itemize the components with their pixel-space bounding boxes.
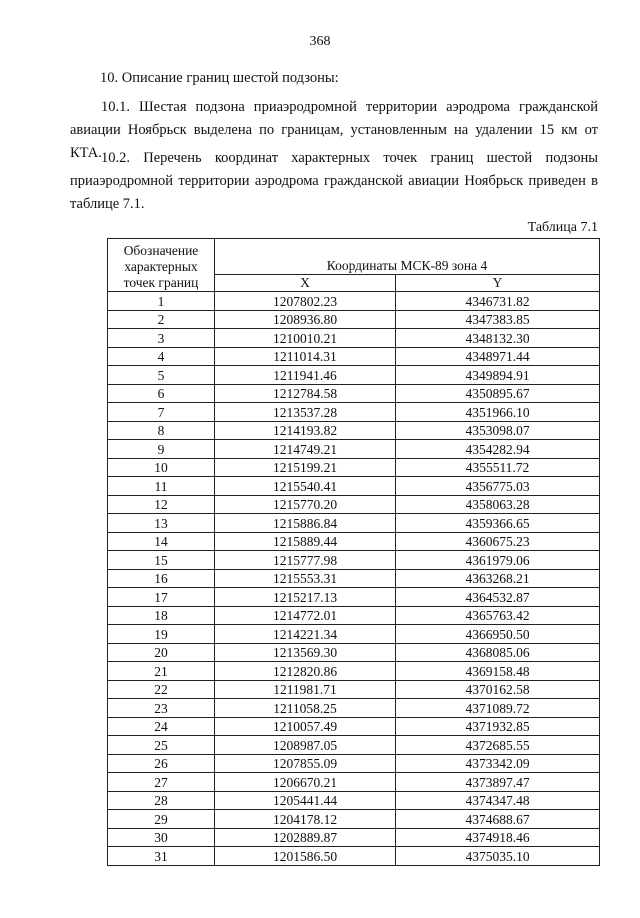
- table-row: [108, 680, 600, 699]
- table-row: [108, 310, 600, 329]
- table-row: [108, 421, 600, 440]
- table-row: [108, 495, 600, 514]
- point-number-cell: 4: [108, 347, 215, 366]
- x-coordinate-cell: 1215540.41: [215, 477, 396, 496]
- point-number-cell: 13: [108, 514, 215, 533]
- point-number-cell: 22: [108, 680, 215, 699]
- y-coordinate-cell: 4348132.30: [396, 329, 600, 348]
- table-row: [108, 292, 600, 311]
- x-coordinate-cell: 1211981.71: [215, 680, 396, 699]
- x-coordinate-cell: 1215777.98: [215, 551, 396, 570]
- x-coordinate-cell: 1210010.21: [215, 329, 396, 348]
- point-number-cell: 15: [108, 551, 215, 570]
- point-number-cell: 30: [108, 828, 215, 847]
- y-coordinate-cell: 4363268.21: [396, 569, 600, 588]
- x-coordinate-cell: 1210057.49: [215, 717, 396, 736]
- table-row: [108, 384, 600, 403]
- y-coordinate-cell: 4360675.23: [396, 532, 600, 551]
- y-coordinate-cell: 4375035.10: [396, 847, 600, 866]
- header-point-designation: Обозначение характерных точек границ: [108, 239, 215, 292]
- point-number-cell: 20: [108, 643, 215, 662]
- table-row: [108, 736, 600, 755]
- x-coordinate-cell: 1215886.84: [215, 514, 396, 533]
- point-number-cell: 31: [108, 847, 215, 866]
- table-row: [108, 662, 600, 681]
- y-coordinate-cell: 4348971.44: [396, 347, 600, 366]
- table-row: [108, 458, 600, 477]
- y-coordinate-cell: 4353098.07: [396, 421, 600, 440]
- table-row: [108, 551, 600, 570]
- y-coordinate-cell: 4365763.42: [396, 606, 600, 625]
- y-coordinate-cell: 4374918.46: [396, 828, 600, 847]
- x-coordinate-cell: 1215217.13: [215, 588, 396, 607]
- y-coordinate-cell: 4346731.82: [396, 292, 600, 311]
- header-coordinates: Координаты МСК-89 зона 4: [215, 239, 600, 275]
- point-number-cell: 1: [108, 292, 215, 311]
- point-number-cell: 14: [108, 532, 215, 551]
- table-row: [108, 810, 600, 829]
- y-coordinate-cell: 4366950.50: [396, 625, 600, 644]
- point-number-cell: 24: [108, 717, 215, 736]
- point-number-cell: 16: [108, 569, 215, 588]
- table-row: [108, 828, 600, 847]
- y-coordinate-cell: 4351966.10: [396, 403, 600, 422]
- y-coordinate-cell: 4373342.09: [396, 754, 600, 773]
- y-coordinate-cell: 4374688.67: [396, 810, 600, 829]
- x-coordinate-cell: 1207855.09: [215, 754, 396, 773]
- point-number-cell: 2: [108, 310, 215, 329]
- x-coordinate-cell: 1215770.20: [215, 495, 396, 514]
- paragraph-10-1: 10.1. Шестая подзона приаэродромной территории аэродрома гражданской авиации Ноябрьск выделена по границам, установленным на удалении 15 км от КТА.: [70, 99, 598, 161]
- y-coordinate-cell: 4373897.47: [396, 773, 600, 792]
- point-number-cell: 19: [108, 625, 215, 644]
- table-row: [108, 532, 600, 551]
- table-row: [108, 773, 600, 792]
- point-number-cell: 17: [108, 588, 215, 607]
- x-coordinate-cell: 1202889.87: [215, 828, 396, 847]
- y-coordinate-cell: 4361979.06: [396, 551, 600, 570]
- table-row: [108, 588, 600, 607]
- x-coordinate-cell: 1214772.01: [215, 606, 396, 625]
- y-coordinate-cell: 4371089.72: [396, 699, 600, 718]
- point-number-cell: 7: [108, 403, 215, 422]
- point-number-cell: 25: [108, 736, 215, 755]
- table-row: [108, 477, 600, 496]
- y-coordinate-cell: 4370162.58: [396, 680, 600, 699]
- point-number-cell: 5: [108, 366, 215, 385]
- y-coordinate-cell: 4347383.85: [396, 310, 600, 329]
- section-heading: 10. Описание границ шестой подзоны:: [100, 70, 339, 86]
- coordinates-table: [107, 238, 600, 866]
- x-coordinate-cell: 1215889.44: [215, 532, 396, 551]
- table-row: [108, 754, 600, 773]
- table-row: [108, 699, 600, 718]
- y-coordinate-cell: 4356775.03: [396, 477, 600, 496]
- point-number-cell: 8: [108, 421, 215, 440]
- point-number-cell: 29: [108, 810, 215, 829]
- table-row: [108, 440, 600, 459]
- x-coordinate-cell: 1211014.31: [215, 347, 396, 366]
- x-coordinate-cell: 1212784.58: [215, 384, 396, 403]
- y-coordinate-cell: 4368085.06: [396, 643, 600, 662]
- x-coordinate-cell: 1205441.44: [215, 791, 396, 810]
- table-row: [108, 847, 600, 866]
- point-number-cell: 21: [108, 662, 215, 681]
- x-coordinate-cell: 1208987.05: [215, 736, 396, 755]
- y-coordinate-cell: 4355511.72: [396, 458, 600, 477]
- y-coordinate-cell: 4369158.48: [396, 662, 600, 681]
- x-coordinate-cell: 1212820.86: [215, 662, 396, 681]
- table-row: [108, 791, 600, 810]
- table-caption: Таблица 7.1: [527, 220, 598, 235]
- x-coordinate-cell: 1213569.30: [215, 643, 396, 662]
- table-row: [108, 347, 600, 366]
- table-row: [108, 717, 600, 736]
- coordinates-table-body: [108, 292, 600, 866]
- x-coordinate-cell: 1215553.31: [215, 569, 396, 588]
- point-number-cell: 23: [108, 699, 215, 718]
- x-coordinate-cell: 1211058.25: [215, 699, 396, 718]
- y-coordinate-cell: 4371932.85: [396, 717, 600, 736]
- x-coordinate-cell: 1211941.46: [215, 366, 396, 385]
- table-row: [108, 625, 600, 644]
- x-coordinate-cell: 1213537.28: [215, 403, 396, 422]
- point-number-cell: 11: [108, 477, 215, 496]
- x-coordinate-cell: 1201586.50: [215, 847, 396, 866]
- table-row: [108, 569, 600, 588]
- y-coordinate-cell: 4374347.48: [396, 791, 600, 810]
- table-row: [108, 606, 600, 625]
- x-coordinate-cell: 1208936.80: [215, 310, 396, 329]
- y-coordinate-cell: 4359366.65: [396, 514, 600, 533]
- table-row: [108, 366, 600, 385]
- y-coordinate-cell: 4350895.67: [396, 384, 600, 403]
- point-number-cell: 28: [108, 791, 215, 810]
- header-x: X: [215, 274, 396, 291]
- x-coordinate-cell: 1215199.21: [215, 458, 396, 477]
- x-coordinate-cell: 1206670.21: [215, 773, 396, 792]
- point-number-cell: 18: [108, 606, 215, 625]
- y-coordinate-cell: 4358063.28: [396, 495, 600, 514]
- point-number-cell: 6: [108, 384, 215, 403]
- y-coordinate-cell: 4372685.55: [396, 736, 600, 755]
- table-row: [108, 403, 600, 422]
- x-coordinate-cell: 1214193.82: [215, 421, 396, 440]
- point-number-cell: 12: [108, 495, 215, 514]
- point-number-cell: 10: [108, 458, 215, 477]
- y-coordinate-cell: 4354282.94: [396, 440, 600, 459]
- table-row: [108, 329, 600, 348]
- point-number-cell: 27: [108, 773, 215, 792]
- x-coordinate-cell: 1204178.12: [215, 810, 396, 829]
- point-number-cell: 9: [108, 440, 215, 459]
- point-number-cell: 26: [108, 754, 215, 773]
- paragraph-10-2: 10.2. Перечень координат характерных точек границ шестой подзоны приаэродромной территории аэродрома гражданской авиации Ноябрьск приведен в таблице 7.1.: [70, 150, 598, 212]
- table-row: [108, 643, 600, 662]
- point-number-cell: 3: [108, 329, 215, 348]
- x-coordinate-cell: 1214221.34: [215, 625, 396, 644]
- y-coordinate-cell: 4349894.91: [396, 366, 600, 385]
- page-number: 368: [309, 34, 331, 49]
- y-coordinate-cell: 4364532.87: [396, 588, 600, 607]
- x-coordinate-cell: 1214749.21: [215, 440, 396, 459]
- table-row: [108, 514, 600, 533]
- header-y: Y: [396, 274, 600, 291]
- x-coordinate-cell: 1207802.23: [215, 292, 396, 311]
